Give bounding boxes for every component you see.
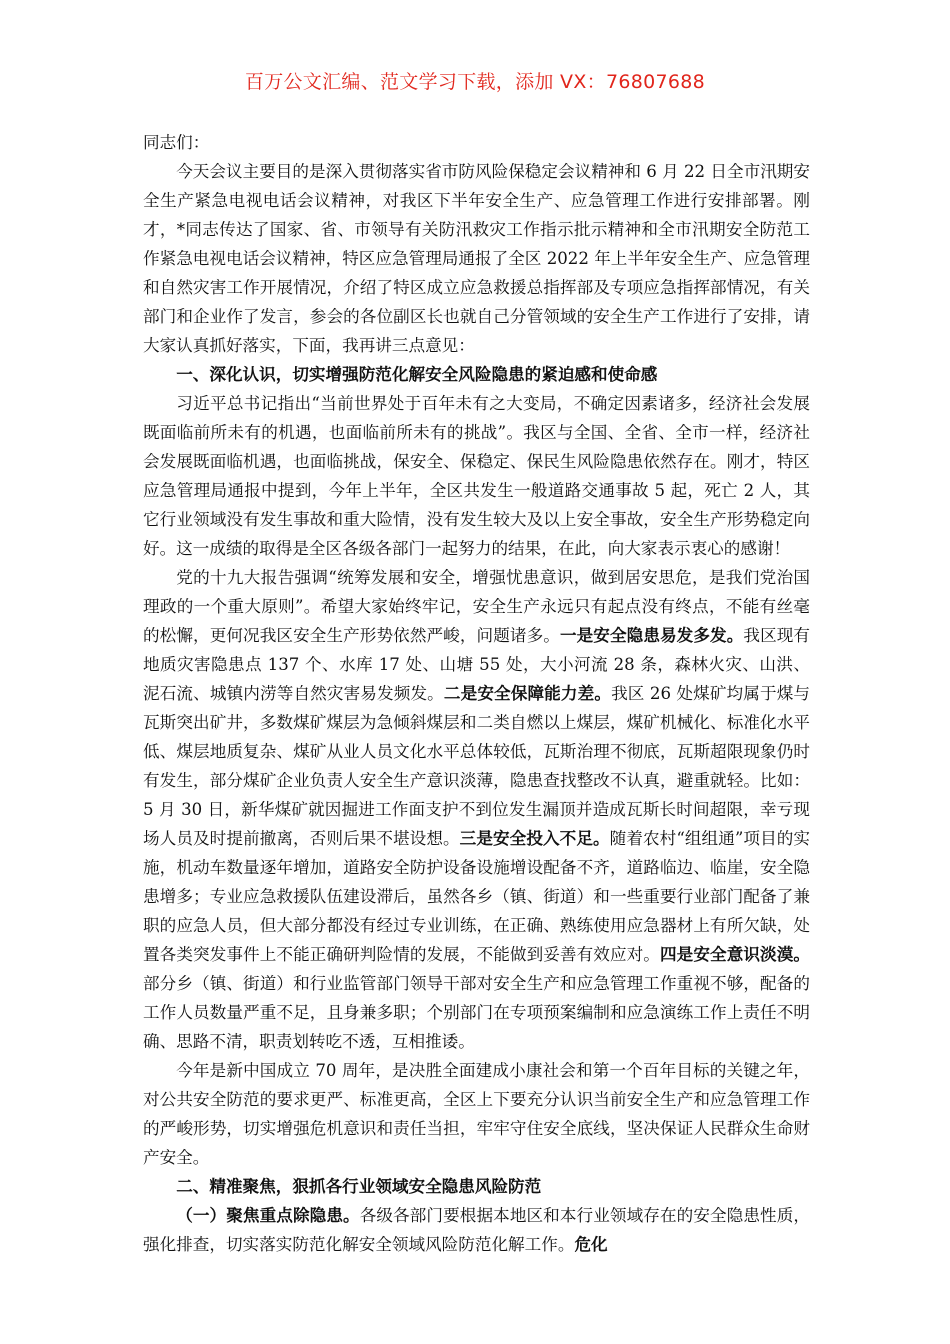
section-heading-1: 一、深化认识，切实增强防范化解安全风险隐患的紧迫感和使命感 [176,364,658,384]
paragraph-1: 习近平总书记指出“当前世界处于百年未有之大变局，不确定因素诸多，经济社会发展既面临前所未有的机遇，也面临前所未有的挑战”。我区与全国、全省、全市一样，经济社会发展既面临机遇，也面临挑战，保安全、保稳定、保民生风险隐患依然存在。刚才，特区应急管理局通报中提到，今年上半年，全区共发生一般道路交通事故 5 起，死亡 2 人，其它行业领域没有发生事故和重大险情，没有发生较大及以上安全事故，安全生产形势稳定向好。这一成绩的取得是全区各级各部门一起努力的结果，在此，向大家表示衷心的感谢！ [143,394,810,558]
document-body [143,128,810,1259]
point-2-text: 我区 26 处煤矿均属于煤与瓦斯突出矿井，多数煤矿煤层为急倾斜煤层和二类自燃以上煤层，煤矿机械化、标准化水平低、煤层地质复杂、煤矿从业人员文化水平总体较低，瓦斯治理不彻底，瓦斯超限现象仍时有发生，部分煤矿企业负责人安全生产意识淡薄，隐患查找整改不认真，避重就轻。比如：5 月 30 日，新华煤矿就因掘进工作面支护不到位发生漏顶并造成瓦斯长时间超限，幸亏现场人员及时提前撤离，否则后果不堪设想。 [143,684,811,848]
watermark-banner: 百万公文汇编、范文学习下载，添加 VX：76807688 [244,71,706,93]
subsection-1-text: 各级各部门要根据本地区和本行业领域存在的安全隐患性质，强化排查，切实落实防范化解安全领域风险防范化解工作。 [143,1206,811,1254]
paragraph-2 [143,563,810,1056]
point-1-text: 我区现有地质灾害隐患点 137 个、水库 17 处、山塘 55 处，大小河流 28 条，森林火灾、山洪、泥石流、城镇内涝等自然灾害易发频发。 [143,626,811,703]
point-3-text: 随着农村“组组通”项目的实施，机动车数量逐年增加，道路安全防护设备设施增设配备不齐，道路临边、临崖，安全隐患增多；专业应急救援队伍建设滞后，虽然各乡（镇、街道）和一些重要行业部门配备了兼职的应急人员，但大部分都没有经过专业训练，在正确、熟练使用应急器材上有所欠缺，处置各类突发事件上不能正确研判险情的发展，不能做到妥善有效应对。 [143,829,811,964]
point-4-text: 部分乡（镇、街道）和行业监管部门领导干部对安全生产和应急管理工作重视不够，配备的工作人员数量严重不足，且身兼多职；个别部门在专项预案编制和应急演练工作上责任不明确、思路不清，职责划转吃不透，互相推诿。 [143,974,810,1051]
salutation: 同志们： [143,133,210,152]
paragraph-2-lead: 党的十九大报告强调“统筹发展和安全，增强忧患意识，做到居安思危，是我们党治国理政的一个重大原则”。希望大家始终牢记，安全生产永远只有起点没有终点，不能有丝毫的松懈，更何况我区安全生产形势依然严峻，问题诸多。 [143,568,810,645]
point-1-label: 一是安全隐患易发多发。 [559,625,744,645]
paragraph-4 [143,1201,810,1259]
intro-paragraph: 今天会议主要目的是深入贯彻落实省市防风险保稳定会议精神和 6 月 22 日全市汛期安全生产紧急电视电话会议精神，对我区下半年安全生产、应急管理工作进行安排部署。刚才，*同志传达了国家、省、市领导有关防汛救灾工作指示批示精神和全市汛期安全防范工作紧急电视电话会议精神，特区应急管理局通报了全区 2022 年上半年安全生产、应急管理和自然灾害工作开展情况，介绍了特区成立应急救援总指挥部及专项应急指挥部情况，有关部门和企业作了发言，参会的各位副区长也就自己分管领域的安全生产工作进行了安排，请大家认真抓好落实，下面，我再讲三点意见： [143,162,810,355]
point-3-label: 三是安全投入不足。 [459,828,610,848]
point-2-label: 二是安全保障能力差。 [443,683,612,703]
point-4-label: 四是安全意识淡漠。 [660,944,811,964]
paragraph-3: 今年是新中国成立 70 周年，是决胜全面建成小康社会和第一个百年目标的关键之年，对公共安全防范的要求更严、标准更高，全区上下要充分认识当前安全生产和应急管理工作的严峻形势，切实增强危机意识和责任当担，牢牢守住安全底线，坚决保证人民群众生命财产安全。 [143,1061,810,1167]
section-heading-2: 二、精准聚焦，狠抓各行业领域安全隐患风险防范 [176,1176,542,1196]
subsection-1-label: （一）聚焦重点除隐患。 [176,1205,360,1225]
subsection-1-trailing: 危化 [574,1234,608,1254]
